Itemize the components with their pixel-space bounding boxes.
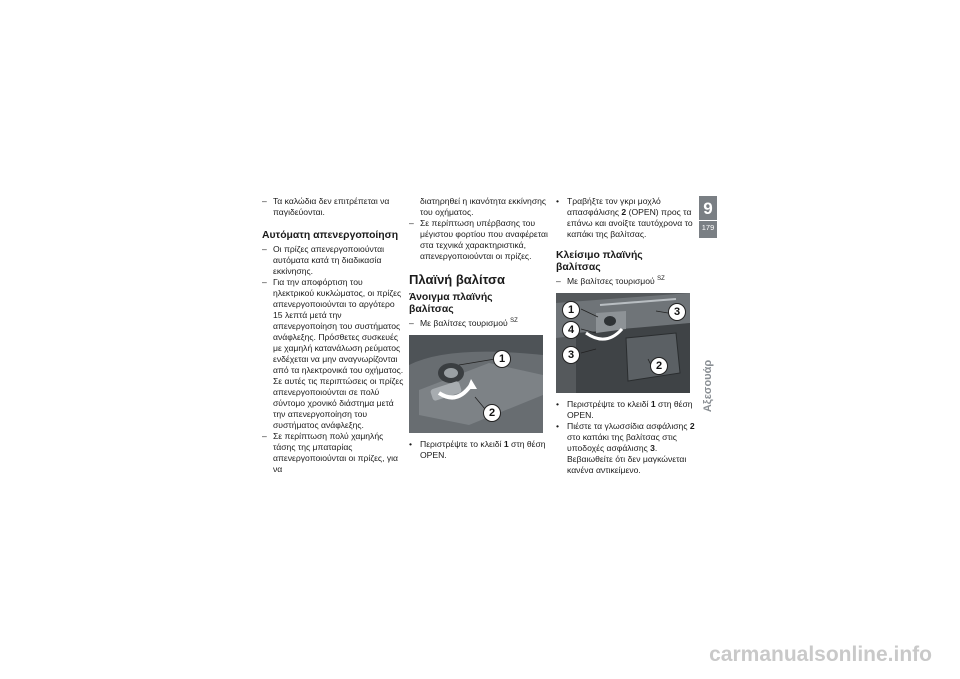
tab-divider	[699, 220, 717, 221]
figure-open-case	[409, 335, 543, 433]
continued-text: διατηρηθεί η ικανότητα εκκίνησης του οχήματος.	[420, 196, 547, 217]
heading-side-case: Πλαϊνή βαλίτσα	[409, 272, 505, 287]
dash-marker: –	[262, 196, 267, 206]
text-column-1	[262, 196, 404, 475]
list-item: • Περιστρέψτε το κλειδί 1 στη θέση OPEN.	[556, 399, 693, 420]
callout-1: 1	[562, 301, 580, 319]
site-watermark: carmanualsonline.info	[709, 643, 932, 666]
text-column-3	[556, 196, 696, 476]
bullet-marker: •	[556, 196, 560, 206]
sz-mark: SZ	[510, 318, 518, 325]
list-item: – Σε περίπτωση υπέρβασης του μέγιστου φορτίου που αναφέρεται στα τεχνικά χαρακτηριστικά, απενεργοποιούνται οι πρίζες.	[409, 218, 548, 261]
callout-3: 3	[668, 303, 686, 321]
chapter-number: 9	[703, 199, 713, 218]
chapter-title-vertical	[700, 340, 716, 440]
dash-marker: –	[262, 244, 267, 254]
list-item: – Σε περίπτωση πολύ χαμηλής τάσης της μπαταρίας απενεργοποιούνται οι πρίζες, για να	[262, 431, 399, 474]
list-item: – Για την αποφόρτιση του ηλεκτρικού κυκλώματος, οι πρίζες απενεργοποιούνται το αργότερο 15 λεπτά μετά την απενεργοποίηση του συστήματος ανάφλεξης. Πρόσθετες συσκευές με χαμηλή κατανάλωση ρεύματος ενδέχεται να μην αναγνωρίζονται από τα ηλεκτρονικά του οχήματος. Σε αυτές τις περιπτώσεις οι πρίζες απενεργοποιούνται σε πολύ σύντομο χρονικό διάστημα μετά την απενεργοποίηση του συστήματος ανάφλεξης.	[262, 277, 404, 430]
callout-3: 3	[562, 346, 580, 364]
heading-open-case: Άνοιγμα πλαϊνής βαλίτσας	[409, 292, 493, 315]
sz-mark: SZ	[657, 276, 665, 283]
bullet-marker: •	[409, 439, 413, 449]
list-item: • Τραβήξτε τον γκρι μοχλό απασφάλισης 2 (OPEN) προς τα επάνω και ανοίξτε ταυτόχρονα το καπάκι της βαλίτσας.	[556, 196, 693, 239]
page-number: 179	[701, 223, 715, 232]
callout-4: 4	[562, 321, 580, 339]
bullet-marker: •	[556, 399, 560, 409]
list-item: – Τα καλώδια δεν επιτρέπεται να παγιδεύονται.	[262, 196, 390, 217]
callout-2: 2	[483, 404, 501, 422]
heading-auto-off: Αυτόματη απενεργοποίηση	[262, 230, 399, 241]
dash-marker: –	[409, 218, 414, 228]
callout-2: 2	[650, 357, 668, 375]
dash-marker: –	[262, 431, 267, 441]
list-item: • Πιέστε τα γλωσσίδια ασφάλισης 2 στο καπάκι της βαλίτσας στις υποδοχές ασφάλισης 3. Βεβαιωθείτε ότι δεν μαγκώνεται κανένα αντικείμενο.	[556, 421, 695, 475]
dash-marker: –	[262, 277, 267, 287]
bullet-marker: •	[556, 421, 560, 431]
list-item: – Οι πρίζες απενεργοποιούνται αυτόματα κατά τη διαδικασία εκκίνησης.	[262, 244, 384, 276]
list-item: – Με βαλίτσες τουρισμού $^{SZ}$	[556, 276, 665, 286]
callout-1: 1	[493, 350, 511, 368]
case-lock-illustration	[409, 335, 543, 433]
dash-marker: –	[556, 276, 561, 286]
chapter-tab	[699, 196, 717, 238]
text-column-2	[409, 196, 551, 461]
heading-close-case: Κλείσιμο πλαϊνής βαλίτσας	[556, 250, 643, 273]
dash-marker: –	[409, 318, 414, 328]
list-item: • Περιστρέψτε το κλειδί 1 στη θέση OPEN.	[409, 439, 546, 460]
chapter-title: Αξεσουάρ	[702, 359, 714, 413]
figure-close-case	[556, 293, 690, 393]
list-item: – Με βαλίτσες τουρισμού $^{SZ}$	[409, 318, 518, 328]
